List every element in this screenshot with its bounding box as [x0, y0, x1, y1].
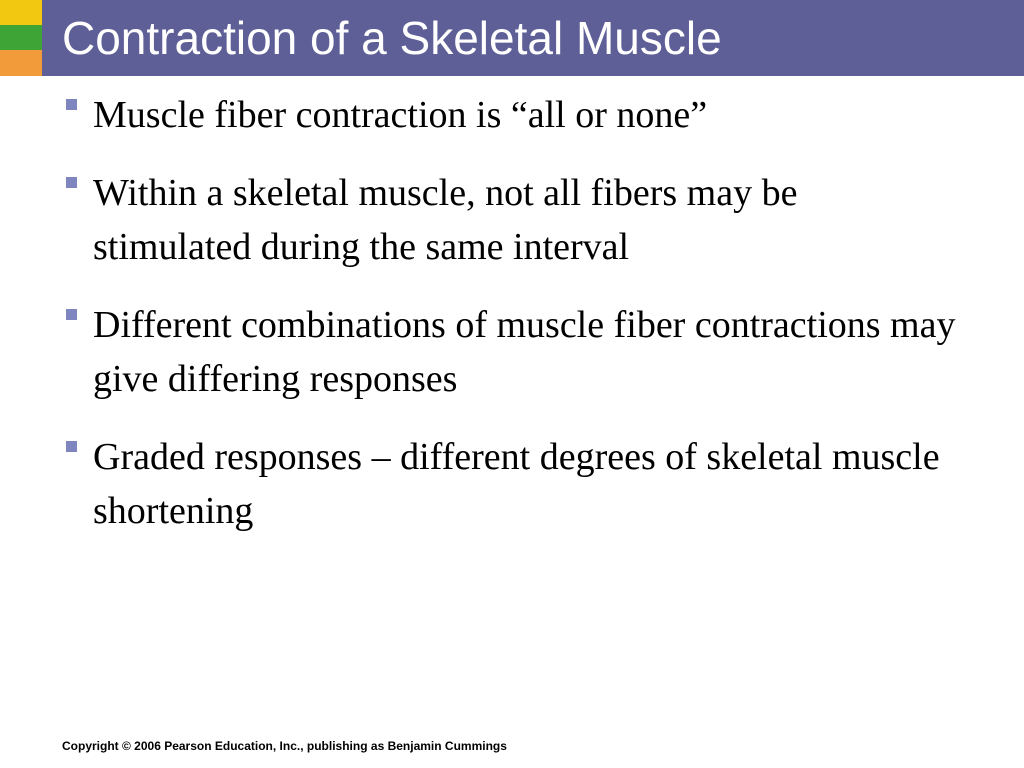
bullet-item	[62, 298, 962, 406]
square-bullet-icon	[66, 309, 77, 320]
bullet-text: Muscle fiber contraction is “all or none”	[93, 94, 708, 136]
accent-stripe-orange	[0, 50, 42, 76]
accent-stripe-green	[0, 25, 42, 50]
square-bullet-icon	[66, 177, 77, 188]
square-bullet-icon	[66, 99, 77, 110]
bullet-item	[62, 88, 962, 142]
copyright-notice: Copyright © 2006 Pearson Education, Inc., publishing as Benjamin Cummings	[62, 739, 507, 753]
slide-title: Contraction of a Skeletal Muscle	[62, 12, 722, 64]
bullet-list	[62, 88, 962, 562]
accent-stripe-yellow	[0, 0, 42, 25]
bullet-text: Within a skeletal muscle, not all fibers may be stimulated during the same interval	[93, 172, 798, 268]
bullet-text: Different combinations of muscle fiber contractions may give differing responses	[93, 304, 956, 400]
bullet-item	[62, 430, 962, 538]
square-bullet-icon	[66, 441, 77, 452]
bullet-text: Graded responses – different degrees of skeletal muscle shortening	[93, 436, 940, 532]
bullet-item	[62, 166, 962, 274]
